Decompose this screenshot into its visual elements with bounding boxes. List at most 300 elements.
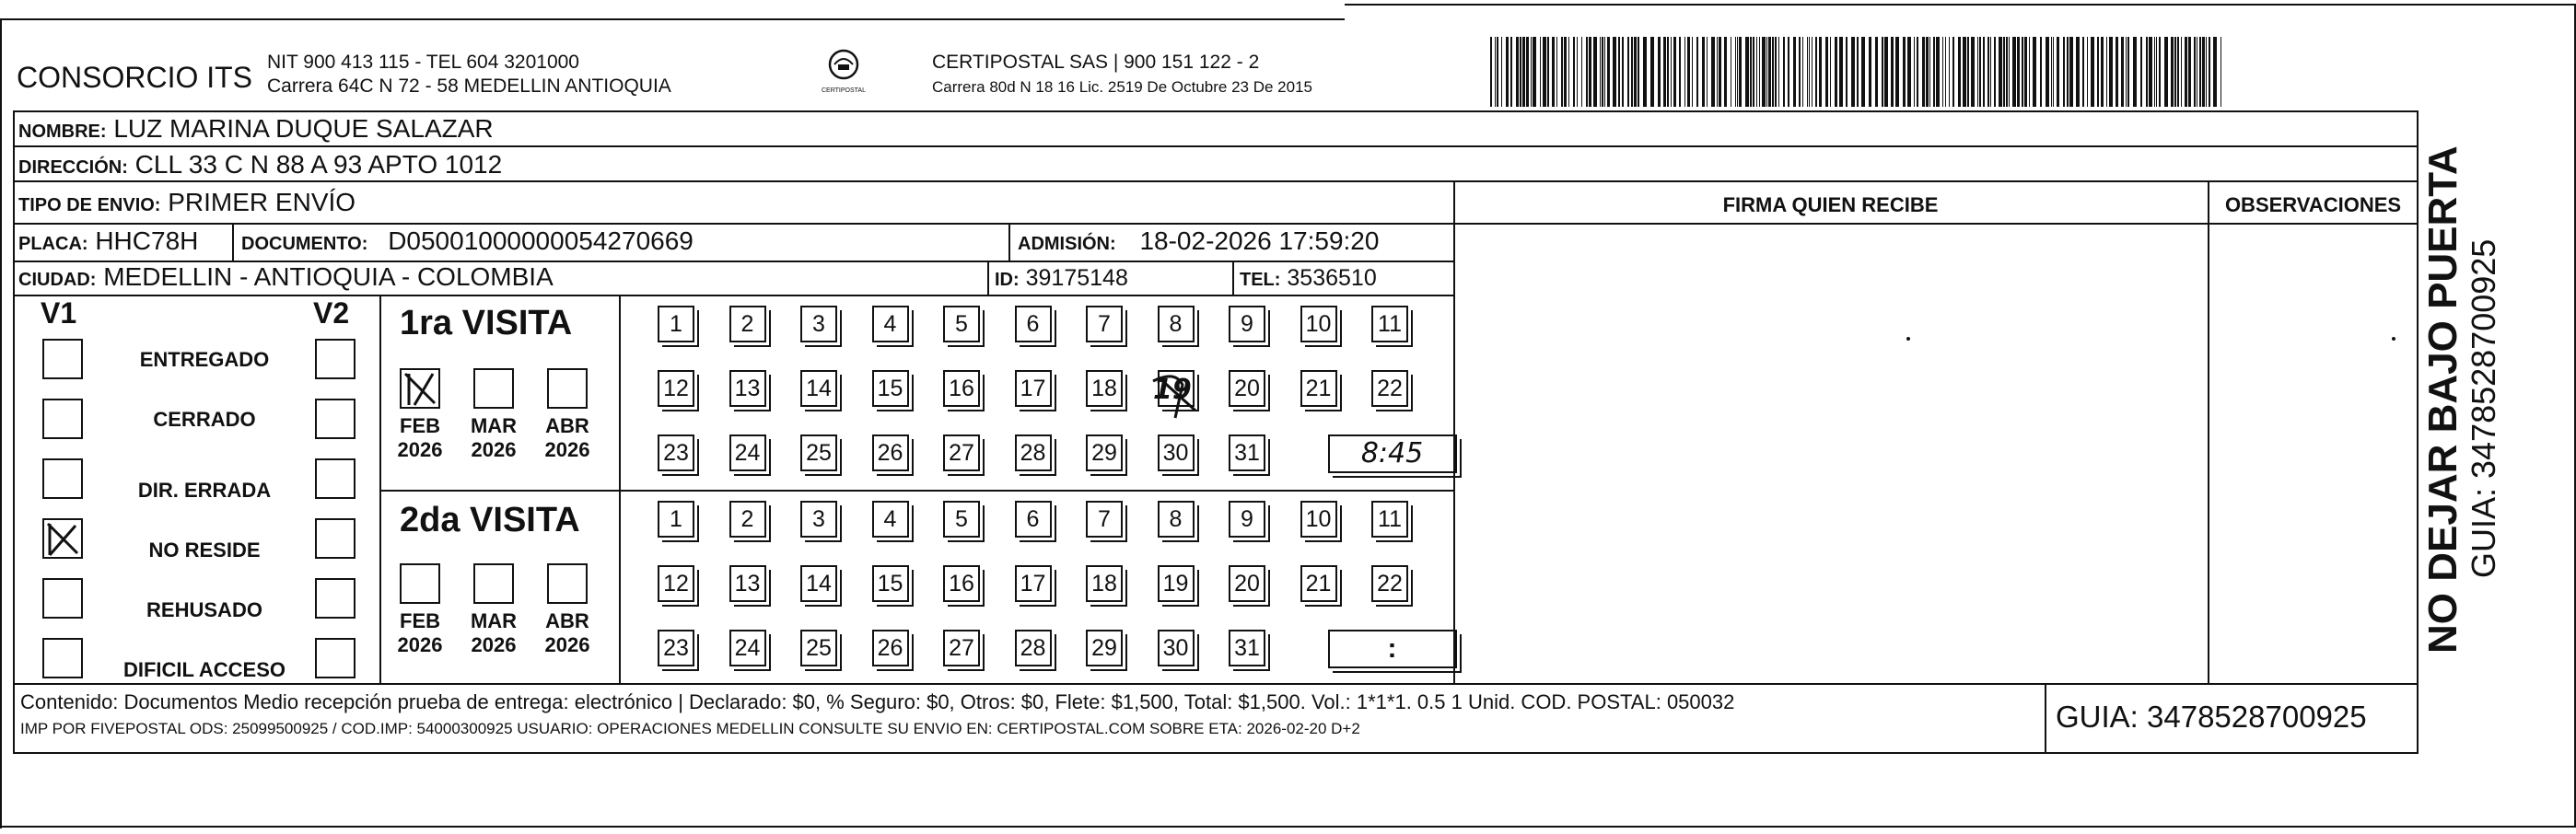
admision-label: ADMISIÓN: [1018,234,1116,254]
barcode-bar [1990,37,1991,107]
visit1-day-box[interactable]: 5 [943,306,980,342]
barcode-bar [2206,37,2207,107]
barcode-bar [2101,37,2104,107]
barcode-bar [1815,37,1817,107]
barcode-bar [2067,37,2069,107]
v1-checkbox[interactable] [42,399,83,439]
month-name: ABR [545,609,589,632]
documento-row [241,226,694,256]
visit1-day-box[interactable]: 21 [1300,370,1337,407]
month-year: 2026 [544,633,590,656]
visit2-day-box[interactable]: 10 [1300,501,1337,538]
visit1-day-box[interactable]: 17 [1015,370,1052,407]
barcode-bar [2127,37,2129,107]
visit2-month-label [464,609,523,657]
barcode-bar [1568,37,1569,107]
signature-dot [1906,337,1910,341]
barcode-bar [2146,37,2148,107]
visit1-day-box[interactable]: 3 [800,306,837,342]
visit1-day-box[interactable]: 22 [1371,370,1408,407]
barcode-bar [1903,37,1906,107]
month-year: 2026 [471,438,517,461]
barcode-bar [1526,37,1529,107]
v1-checkbox[interactable] [42,578,83,619]
visit1-day-box[interactable]: 1 [658,306,694,342]
barcode-bar [1936,37,1940,107]
barcode-bar [1983,37,1985,107]
nombre-row [18,114,494,144]
barcode-bar [1759,37,1760,107]
barcode-bar [1753,37,1754,107]
barcode-bar [2003,37,2005,107]
v2-checkbox[interactable] [315,339,356,379]
month-name: MAR [470,414,518,437]
month-name: MAR [470,609,518,632]
visit2-month-label [538,609,597,657]
signature-header: FIRMA QUIEN RECIBE [1722,193,1939,216]
barcode-bar [1861,37,1865,107]
barcode-bar [1882,37,1883,107]
barcode-bar [1783,37,1785,107]
barcode-bar [2012,37,2016,107]
barcode-bar [2009,37,2010,107]
status-option-label: ENTREGADO [139,348,270,371]
visit2-day-box[interactable]: 6 [1015,501,1052,538]
visit2-day-box[interactable]: 14 [800,565,837,602]
side-guia: GUIA: 3478528700925 [2465,238,2502,578]
ciudad-value: MEDELLIN - ANTIOQUIA - COLOMBIA [103,262,554,291]
visit1-time-box[interactable]: 8:45 [1328,434,1457,473]
placa-row [18,226,198,256]
barcode-bar [2017,37,2020,107]
barcode-bar [1875,37,1878,107]
barcode-bar [1775,37,1777,107]
barcode [1490,37,2227,107]
barcode-bar [1979,37,1981,107]
visit1-day-box[interactable]: 15 [872,370,909,407]
barcode-bar [1679,37,1681,107]
barcode-bar [1552,37,1555,107]
barcode-bar [2164,37,2168,107]
row-line-1 [13,145,2419,147]
v2-checkbox[interactable] [315,578,356,619]
barcode-bar [1607,37,1610,107]
barcode-bar [1857,37,1859,107]
visit2-day-box[interactable]: 15 [872,565,909,602]
barcode-bar [2194,37,2196,107]
barcode-bar [1825,37,1828,107]
barcode-bar [1778,37,1779,107]
barcode-bar [1516,37,1519,107]
barcode-bar [1724,37,1727,107]
visit2-day-box[interactable]: 3 [800,501,837,538]
barcode-bar [1520,37,1521,107]
visit1-day-box[interactable]: 4 [872,306,909,342]
visit1-month-checkbox[interactable] [400,368,440,409]
barcode-bar [1533,37,1536,107]
barcode-bar [1702,37,1705,107]
visit1-day-box[interactable]: 7 [1086,306,1123,342]
month-name: FEB [400,609,440,632]
barcode-bar [2057,37,2059,107]
barcode-bar [2171,37,2174,107]
barcode-bar [2126,37,2127,107]
carrier-license: Carrera 80d N 18 16 Lic. 2519 De Octubre 23 De 2015 [932,78,1312,96]
tel-value: 3536510 [1287,265,1377,291]
direccion-label: DIRECCIÓN: [18,157,128,178]
v1-checkbox[interactable] [42,339,83,379]
visit2-day-box[interactable]: 1 [658,501,694,538]
barcode-bar [1490,37,1492,107]
barcode-bar [1696,37,1698,107]
v1-checkbox[interactable] [42,458,83,499]
barcode-bar [1589,37,1591,107]
placa-sep [232,223,234,261]
visit2-day-box[interactable]: 28 [1015,630,1052,666]
row-line-2 [13,180,2419,182]
barcode-bar [1573,37,1575,107]
barcode-bar [1547,37,1549,107]
month-year: 2026 [471,633,517,656]
ciudad-row [18,262,554,292]
barcode-bar [2109,37,2113,107]
month-name: FEB [400,414,440,437]
visit2-day-box[interactable]: 20 [1229,565,1265,602]
observations-left-border [2208,180,2209,683]
visit1-day-box[interactable]: 12 [658,370,694,407]
visit1-day-box[interactable]: 27 [943,434,980,471]
sender-company: CONSORCIO ITS [17,61,253,94]
barcode-bar [2024,37,2027,107]
barcode-bar [2220,37,2221,107]
barcode-bar [2181,37,2182,107]
footer-imp: IMP POR FIVEPOSTAL ODS: 25099500925 / COD.IMP: 54000300925 USUARIO: OPERACIONES MEDELLIN CONSULTE SU ENVIO EN: CERTIPOSTAL.COM SOBRE ETA: 2026-02-20 D+2 [20,720,1360,737]
barcode-bar [1926,37,1929,107]
barcode-bar [1717,37,1718,107]
barcode-bar [1684,37,1685,107]
barcode-bar [1658,37,1661,107]
month-name: ABR [545,414,589,437]
visit1-day-box[interactable]: 28 [1015,434,1052,471]
barcode-bar [2097,37,2099,107]
tipo-label: TIPO DE ENVIO: [18,195,161,215]
id-label: ID: [995,270,1020,290]
barcode-bar [1543,37,1546,107]
barcode-bar [1819,37,1822,107]
tel-row [1240,265,1377,292]
barcode-bar [1707,37,1708,107]
barcode-bar [1506,37,1509,107]
footer-contenido: Contenido: Documentos Medio recepción prueba de entrega: electrónico | Declarado: $0, % Seguro: $0, Otros: $0, Flete: $1,500, Total: $1,500. Vol.: 1*1*1. 0.5 1 Unid. COD. POSTAL: 050032 [20,690,1735,713]
barcode-bar [1768,37,1771,107]
v1-checkbox[interactable] [42,518,83,559]
visit2-day-box[interactable]: 19 [1158,565,1195,602]
visit1-day-box[interactable]: 18 [1086,370,1123,407]
barcode-bar [1788,37,1789,107]
barcode-bar [1531,37,1532,107]
barcode-bar [1556,37,1557,107]
visit2-day-box[interactable]: 12 [658,565,694,602]
visit2-day-box[interactable]: 22 [1371,565,1408,602]
visit2-day-box[interactable]: 23 [658,630,694,666]
barcode-bar [1522,37,1525,107]
barcode-bar [1650,37,1654,107]
visit-title-sep [619,295,621,683]
barcode-bar [1750,37,1752,107]
barcode-bar [1958,37,1961,107]
sender-address: Carrera 64C N 72 - 58 MEDELLIN ANTIOQUIA [267,75,671,97]
visit2-day-box[interactable]: 21 [1300,565,1337,602]
visit1-month-checkbox[interactable] [473,368,514,409]
month-year: 2026 [397,438,443,461]
visit2-day-box[interactable]: 16 [943,565,980,602]
v2-checkbox[interactable] [315,518,356,559]
direccion-row [18,150,502,180]
guia-left-border [2045,683,2046,754]
documento-value: D05001000000054270669 [388,226,694,255]
visit1-day-box[interactable]: 11 [1371,306,1408,342]
barcode-bar [2069,37,2073,107]
barcode-bar [2006,37,2008,107]
footer-guia: GUIA: 3478528700925 [2056,700,2367,734]
v2-checkbox[interactable] [315,399,356,439]
visit2-day-box[interactable]: 24 [729,630,766,666]
barcode-bar [2209,37,2210,107]
barcode-bar [1807,37,1808,107]
visit1-month-checkbox[interactable] [547,368,588,409]
barcode-bar [2213,37,2217,107]
sender-nit-tel: NIT 900 413 115 - TEL 604 3201000 [267,52,579,73]
barcode-bar [1739,37,1742,107]
barcode-bar [1929,37,1930,107]
visit2-day-box[interactable]: 25 [800,630,837,666]
barcode-bar [1613,37,1616,107]
visit1-day-box[interactable]: 29 [1086,434,1123,471]
visit2-day-box[interactable]: 8 [1158,501,1195,538]
barcode-bar [2174,37,2176,107]
barcode-bar [1963,37,1966,107]
visit1-day-box[interactable]: 10 [1300,306,1337,342]
barcode-bar [1540,37,1541,107]
barcode-bar [2046,37,2049,107]
barcode-bar [2053,37,2054,107]
barcode-bar [2121,37,2124,107]
barcode-bar [1977,37,1978,107]
barcode-bar [1634,37,1637,107]
bottom-edge-line [0,826,2576,828]
admision-value: 18-02-2026 17:59:20 [1139,226,1380,255]
visit2-month-checkbox[interactable] [473,563,514,604]
barcode-bar [1627,37,1629,107]
visit1-title: 1ra VISITA [400,304,573,342]
direccion-value: CLL 33 C N 88 A 93 APTO 1012 [134,150,503,179]
barcode-bar [1673,37,1676,107]
barcode-bar [1631,37,1633,107]
visit2-day-box[interactable]: 4 [872,501,909,538]
visit-sep [379,490,1453,492]
nombre-label: NOMBRE: [18,122,107,142]
barcode-bar [1835,37,1837,107]
barcode-bar [1561,37,1563,107]
row-line-5 [13,295,1454,296]
barcode-bar [2033,37,2036,107]
barcode-bar [2159,37,2161,107]
v2-label: V2 [313,296,350,330]
barcode-bar [1802,37,1803,107]
v1-label: V1 [41,296,77,330]
barcode-bar [1602,37,1603,107]
visit1-day-box[interactable]: 2 [729,306,766,342]
barcode-bar [2091,37,2094,107]
month-year: 2026 [397,633,443,656]
left-edge-line [0,18,2,828]
admision-row [1018,226,1379,256]
barcode-bar [1971,37,1975,107]
id-sep [1232,261,1234,295]
visit1-month-label [390,414,449,462]
visit1-day-box[interactable]: 24 [729,434,766,471]
visit2-day-box[interactable]: 30 [1158,630,1195,666]
visit2-title: 2da VISITA [400,501,580,539]
id-row [995,265,1128,292]
barcode-bar [1799,37,1801,107]
barcode-bar [1663,37,1666,107]
documento-sep [1008,223,1010,261]
carrier-name-nit: CERTIPOSTAL SAS | 900 151 122 - 2 [932,52,1260,73]
placa-value: HHC78H [95,226,199,255]
visit2-day-box[interactable]: 13 [729,565,766,602]
visit1-day-box[interactable]: 14 [800,370,837,407]
visit2-day-box[interactable]: 26 [872,630,909,666]
visit1-month-label [538,414,597,462]
carrier-logo-text: CERTIPOSTAL [822,87,866,94]
visit2-day-box[interactable]: 5 [943,501,980,538]
barcode-bar [1945,37,1946,107]
visit2-day-box[interactable]: 17 [1015,565,1052,602]
barcode-bar [1891,37,1894,107]
carrier-logo [818,48,869,99]
barcode-bar [1735,37,1736,107]
barcode-bar [2185,37,2187,107]
barcode-bar [1772,37,1774,107]
barcode-bar [1884,37,1888,107]
barcode-bar [1577,37,1578,107]
barcode-bar [1622,37,1624,107]
nombre-value: LUZ MARINA DUQUE SALAZAR [113,114,494,143]
barcode-bar [1830,37,1831,107]
placa-label: PLACA: [18,234,88,254]
visit1-day-box[interactable]: 23 [658,434,694,471]
check-mark-icon [402,370,438,407]
barcode-bar [2199,37,2201,107]
status-option-label: DIR. ERRADA [137,479,272,502]
barcode-bar [2106,37,2107,107]
visit1-month-label [464,414,523,462]
barcode-bar [1895,37,1899,107]
visit2-day-box[interactable]: 11 [1371,501,1408,538]
ciudad-sep [987,261,989,295]
v2-checkbox[interactable] [315,458,356,499]
visit1-day-box[interactable]: 26 [872,434,909,471]
barcode-bar [1846,37,1847,107]
barcode-bar [2188,37,2191,107]
visit2-month-checkbox[interactable] [547,563,588,604]
barcode-bar [1581,37,1582,107]
tipo-value: PRIMER ENVÍO [168,188,356,216]
v2-checkbox[interactable] [315,638,356,678]
footer-line [13,683,2419,685]
barcode-bar [1604,37,1605,107]
barcode-bar [2087,37,2088,107]
barcode-bar [1638,37,1639,107]
barcode-bar [1687,37,1690,107]
barcode-bar [1766,37,1767,107]
visit2-day-box[interactable]: 18 [1086,565,1123,602]
carrier-logo-icon [821,48,867,83]
barcode-bar [1839,37,1843,107]
barcode-bar [1987,37,1989,107]
barcode-bar [1851,37,1855,107]
visit2-day-box[interactable]: 31 [1229,630,1265,666]
tipo-row [18,188,356,217]
visit1-day-box[interactable]: 8 [1158,306,1195,342]
v1-checkbox[interactable] [42,638,83,678]
visit1-day-box[interactable]: 20 [1229,370,1265,407]
visit2-day-box[interactable]: 29 [1086,630,1123,666]
barcode-bar [1618,37,1620,107]
barcode-bar [1593,37,1597,107]
status-option-label: REHUSADO [146,598,262,621]
barcode-bar [2022,37,2023,107]
barcode-bar [1994,37,1996,107]
visit1-day-box[interactable]: 6 [1015,306,1052,342]
top-edge-line-right [1345,4,2574,6]
barcode-bar [2029,37,2030,107]
visit1-day-box[interactable]: 31 [1229,434,1265,471]
barcode-bar [2140,37,2142,107]
visit1-day-box[interactable]: 16 [943,370,980,407]
side-warning: NO DEJAR BAJO PUERTA [2420,145,2465,654]
barcode-bar [1564,37,1567,107]
visit2-day-box[interactable]: 7 [1086,501,1123,538]
barcode-bar [1711,37,1715,107]
visit1-day-box[interactable]: 30 [1158,434,1195,471]
barcode-bar [2040,37,2042,107]
visit2-day-box[interactable]: 27 [943,630,980,666]
barcode-bar [1952,37,1954,107]
barcode-bar [1917,37,1918,107]
barcode-bar [2063,37,2065,107]
top-edge-line-left [0,18,1345,20]
visit2-month-checkbox[interactable] [400,563,440,604]
visit2-day-box[interactable]: 9 [1229,501,1265,538]
barcode-bar [2154,37,2155,107]
barcode-bar [1809,37,1810,107]
barcode-bar [1737,37,1738,107]
visit1-day-box[interactable]: 13 [729,370,766,407]
barcode-bar [2133,37,2137,107]
visit1-day-box[interactable]: 25 [800,434,837,471]
visit2-time-box[interactable]: : [1328,630,1457,668]
barcode-bar [2149,37,2152,107]
visit2-day-box[interactable]: 2 [729,501,766,538]
barcode-bar [1719,37,1721,107]
barcode-bar [1745,37,1749,107]
barcode-bar [1643,37,1647,107]
visit1-day-box[interactable]: 9 [1229,306,1265,342]
barcode-bar [1586,37,1588,107]
barcode-bar [1999,37,2002,107]
